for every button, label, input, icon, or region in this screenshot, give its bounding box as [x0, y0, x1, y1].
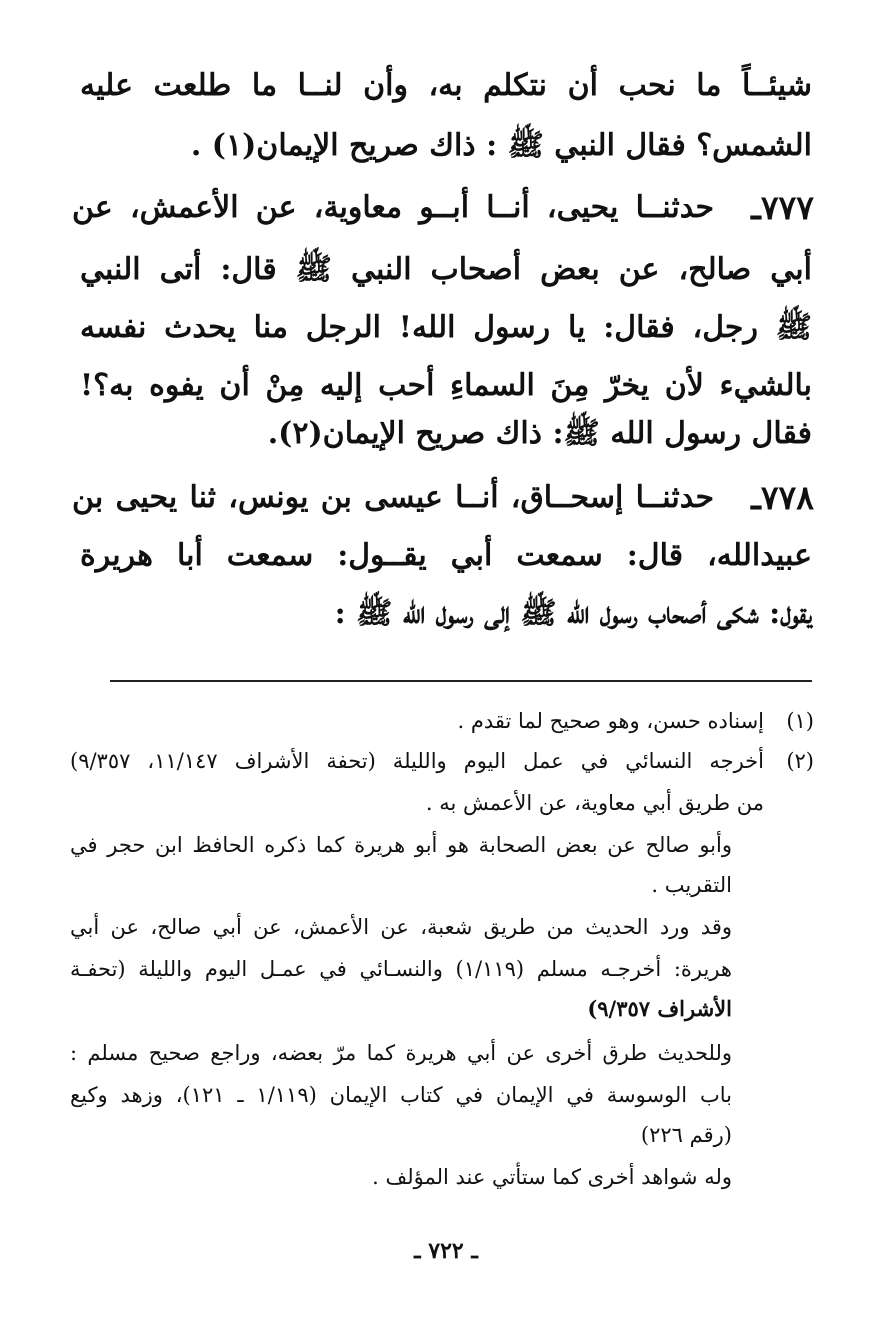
footnote-line: وله شواهد أخرى كما ستأتي عند المؤلف . [372, 1165, 732, 1189]
text-line: حدثنــا إسحــاق، أنــا عيسى بن يونس، ثنا يحيى بن [72, 480, 714, 515]
footnote-marker: (١) [786, 709, 814, 733]
text-line: أبي صالح، عن بعض أصحاب النبي ﷺ قال: أتى النبي [80, 252, 812, 287]
footnote-line: وقد ورد الحديث من طريق شعبة، عن الأعمش، عن أبي صالح، عن أبي [70, 915, 732, 939]
text-line: فقال رسول الله ﷺ: ذاك صريح الإيمان(٢). [267, 416, 812, 451]
text-line: شيئــاً ما نحب أن نتكلم به، وأن لنــا ما طلعت عليه [80, 68, 812, 103]
footnote-marker: (٢) [786, 749, 814, 773]
footnote-line: (رقم ٢٢٦) [640, 1123, 732, 1147]
footnote-line: التقريب . [651, 873, 732, 897]
footnote-line: من طريق أبي معاوية، عن الأعمش به . [425, 791, 764, 815]
footnote-line: إسناده حسن، وهو صحيح لما تقدم . [457, 709, 764, 733]
text-line: بالشيء لأن يخرّ مِنَ السماءِ أحب إليه مِنْ أن يفوه به؟! [80, 368, 812, 403]
page-number: ـ ٧٢٢ ـ [414, 1238, 478, 1264]
hadith-number: ٧٧٧ـ [751, 188, 814, 227]
text-line: ﷺ رجل، فقال: يا رسول الله! الرجل منا يحدث نفسه [80, 310, 812, 345]
footnote-line: الأشراف ٩/٣٥٧) [587, 996, 732, 1021]
hadith-number: ٧٧٨ـ [751, 478, 814, 517]
footnote-line: وللحديث طرق أخرى عن أبي هريرة كما مرّ بعضه، وراجع صحيح مسلم : [70, 1041, 732, 1065]
text-line: حدثنــا يحيى، أنــا أبــو معاوية، عن الأعمش، عن [72, 190, 714, 225]
footnote-line: وأبو صالح عن بعض الصحابة هو أبو هريرة كما ذكره الحافظ ابن حجر في [70, 833, 732, 857]
text-line: يقول: شكى أصحاب رسول الله ﷺ إلى رسول الله ﷺ : [334, 596, 812, 631]
footnote-line: هريرة: أخرجـه مسلم (١/١١٩) والنسـائي في عمـل اليوم والليلة (تحفـة [70, 957, 732, 981]
footnote-line: أخرجه النسائي في عمل اليوم والليلة (تحفة الأشراف ١١/١٤٧، ٩/٣٥٧) [70, 749, 764, 773]
text-line: عبيدالله، قال: سمعت أبي يقــول: سمعت أبا هريرة [80, 538, 812, 573]
text-line: الشمس؟ فقال النبي ﷺ : ذاك صريح الإيمان(١) . [190, 128, 812, 163]
footnote-line: باب الوسوسة في الإيمان في كتاب الإيمان (١/١١٩ ـ ١٢١)، وزهد وكيع [70, 1083, 732, 1107]
footnote-separator [110, 680, 812, 682]
